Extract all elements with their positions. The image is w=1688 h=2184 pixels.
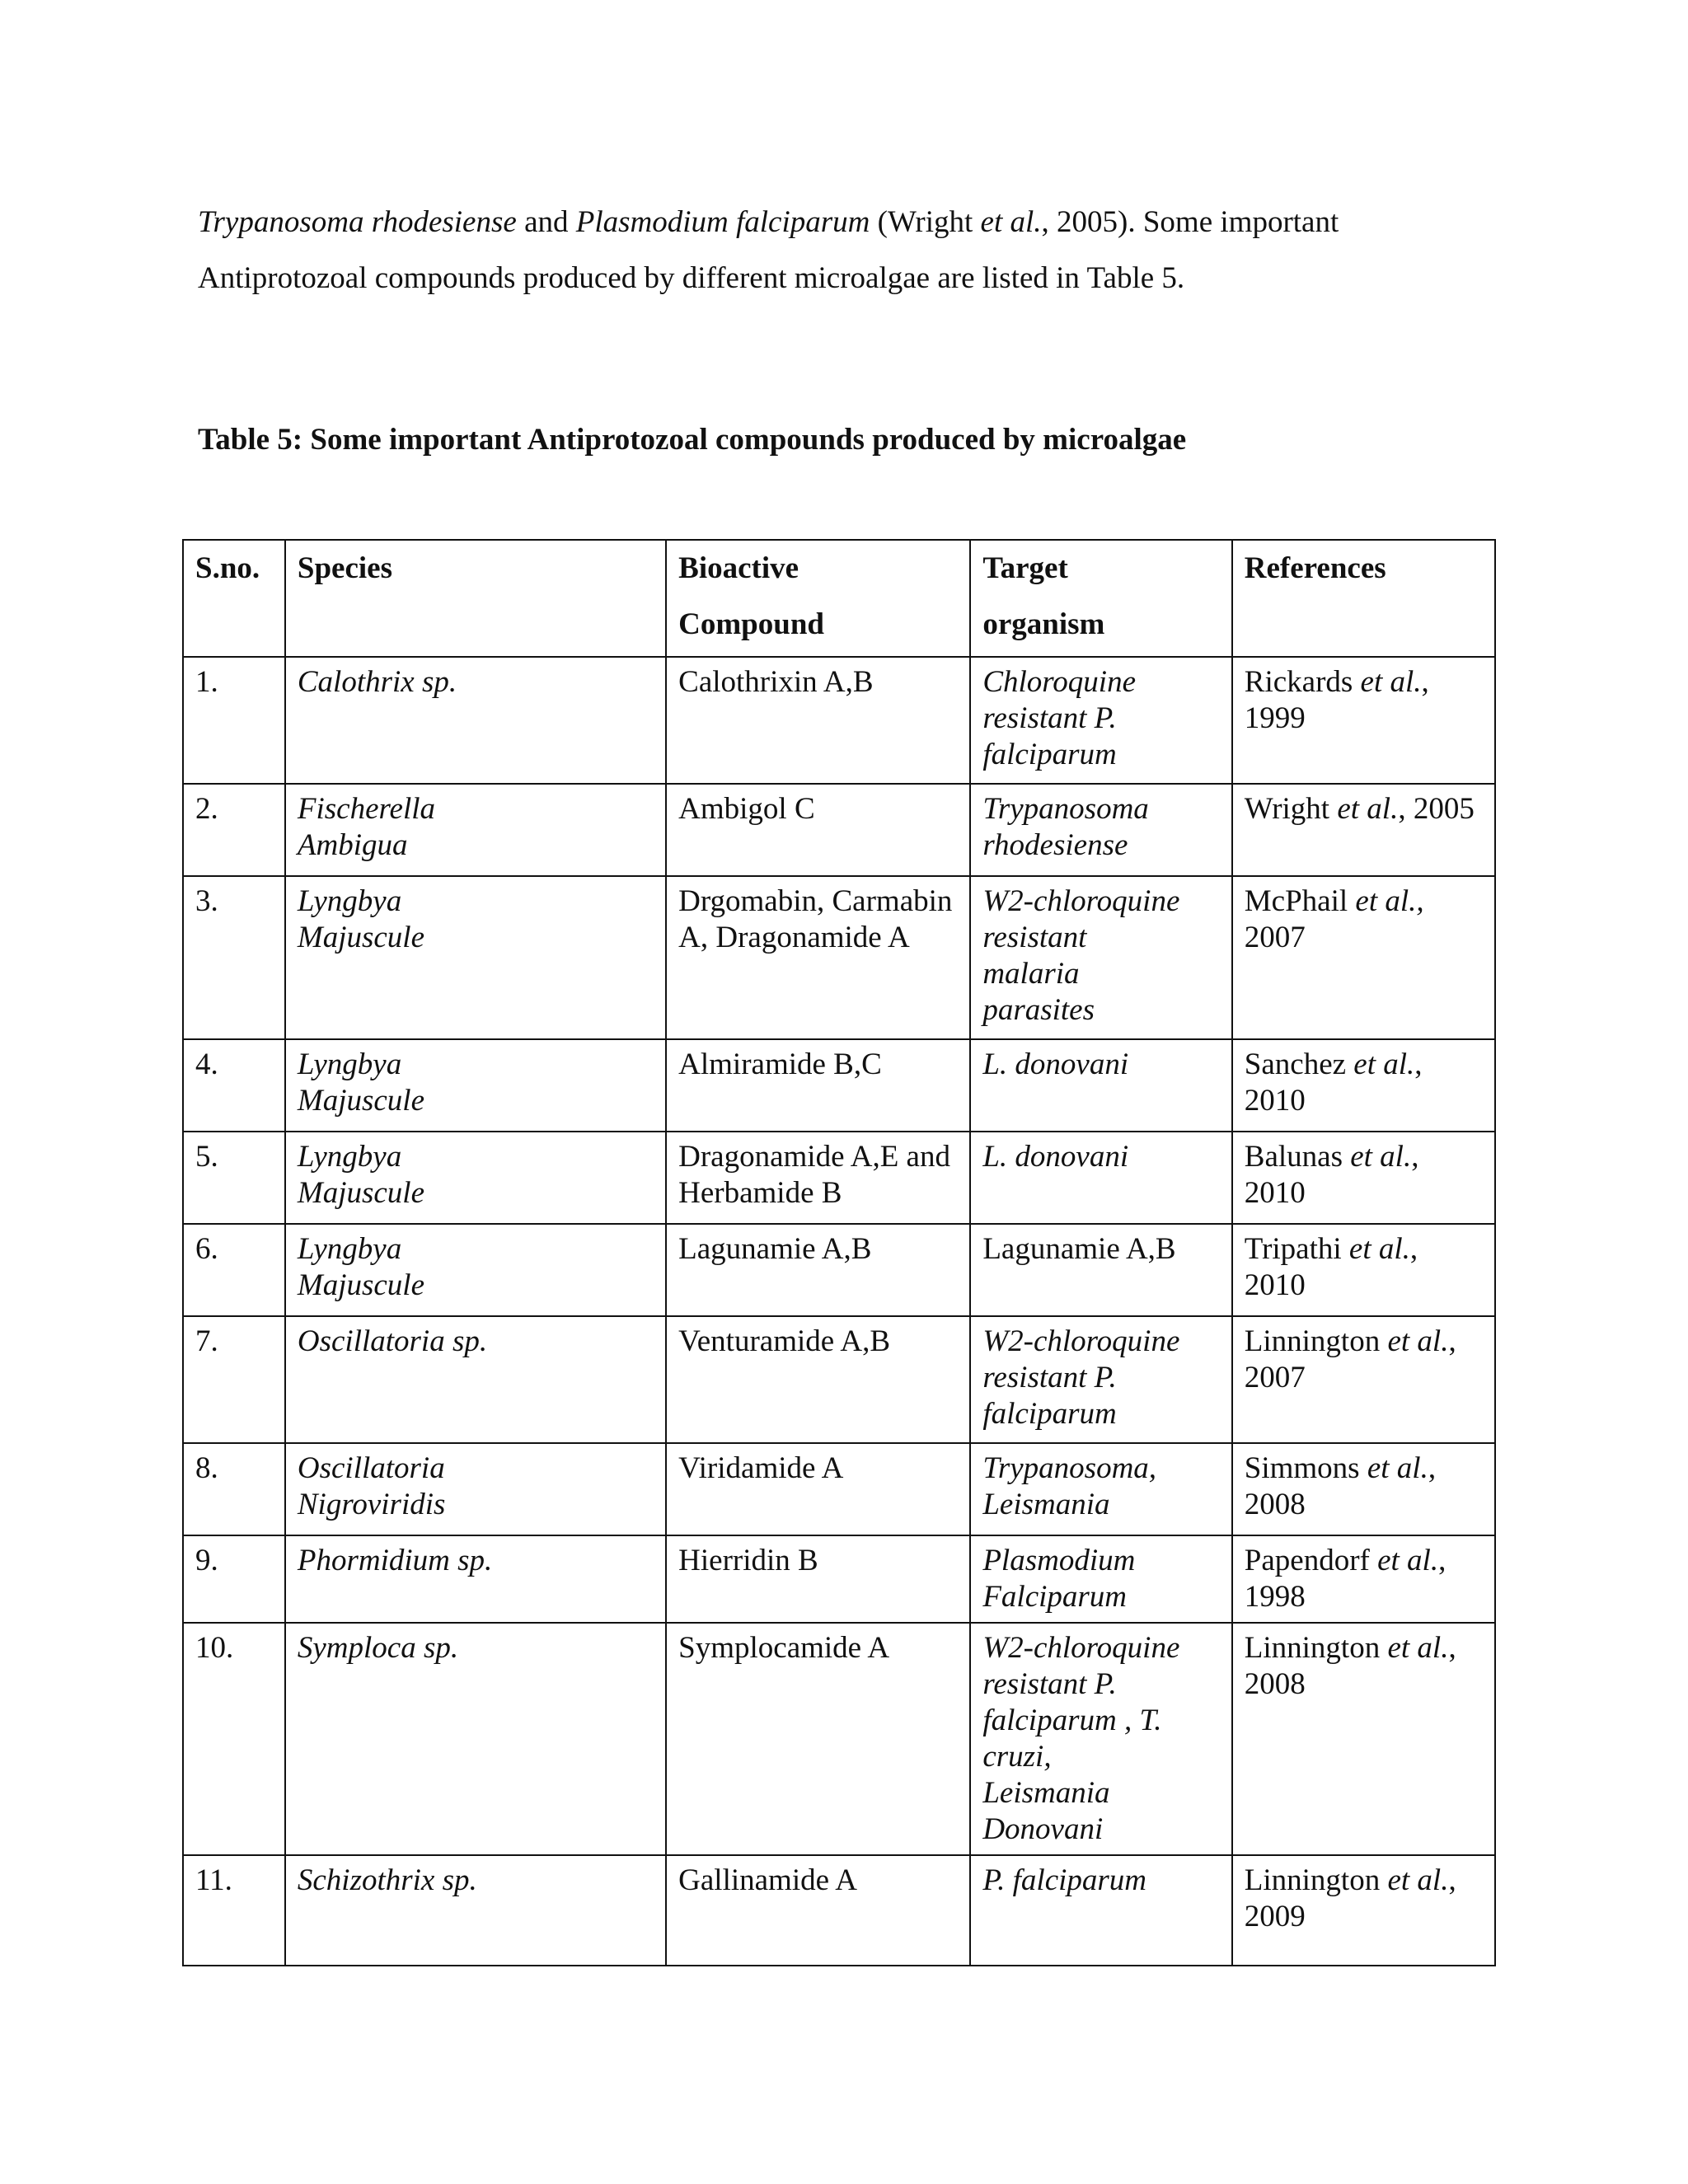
- header-species: Species: [285, 540, 666, 657]
- cell-species: Lyngbya Majuscule: [285, 1132, 666, 1224]
- cell-target: Trypanosoma, Leismania: [970, 1443, 1231, 1535]
- cell-species: Symploca sp.: [285, 1623, 666, 1855]
- cell-species: Oscillatoria sp.: [285, 1316, 666, 1443]
- cell-target: Lagunamie A,B: [970, 1224, 1231, 1316]
- cell-target: W2-chloroquine resistant malaria parasites: [970, 876, 1231, 1039]
- cell-reference: [1232, 1224, 1495, 1316]
- table-row: [183, 1535, 1495, 1623]
- header-references: References: [1232, 540, 1495, 657]
- ref-etal: et al.,: [1355, 884, 1424, 918]
- ref-etal: et al.: [1387, 1863, 1449, 1897]
- cell-sno: 1.: [183, 657, 285, 784]
- intro-and: and: [516, 205, 576, 239]
- cell-compound: Gallinamide A: [666, 1855, 970, 1966]
- intro-etal: et al.: [980, 205, 1042, 239]
- header-compound: [666, 540, 970, 657]
- cell-target: L. donovani: [970, 1132, 1231, 1224]
- cell-reference: [1232, 1855, 1495, 1966]
- ref-year: , 2008: [1244, 1451, 1437, 1521]
- header-sno: S.no.: [183, 540, 285, 657]
- cell-target: Chloroquine resistant P. falciparum: [970, 657, 1231, 784]
- ref-etal: et al.: [1353, 1047, 1415, 1081]
- ref-author: Papendorf: [1244, 1544, 1378, 1577]
- cell-reference: [1232, 1132, 1495, 1224]
- cell-reference: [1232, 784, 1495, 876]
- cell-species: Fischerella Ambigua: [285, 784, 666, 876]
- cell-sno: 9.: [183, 1535, 285, 1623]
- cell-reference: [1232, 1443, 1495, 1535]
- ref-author: Sanchez: [1244, 1047, 1354, 1081]
- header-compound-line-1: Bioactive: [678, 551, 799, 585]
- ref-year: , 2007: [1244, 1324, 1456, 1394]
- cell-species: Lyngbya Majuscule: [285, 1039, 666, 1132]
- header-target-line-2: organism: [982, 607, 1105, 641]
- cell-compound: Venturamide A,B: [666, 1316, 970, 1443]
- table-row: [183, 1132, 1495, 1224]
- header-target: [970, 540, 1231, 657]
- cell-compound: Calothrixin A,B: [666, 657, 970, 784]
- intro-line-1-rest: , 2005). Some important: [1041, 205, 1339, 239]
- intro-line-1: [198, 194, 1484, 251]
- cell-compound: Lagunamie A,B: [666, 1224, 970, 1316]
- ref-author: Balunas: [1244, 1140, 1351, 1174]
- cell-sno: 8.: [183, 1443, 285, 1535]
- table-row: [183, 1855, 1495, 1966]
- antiprotozoal-table: [182, 539, 1496, 1966]
- ref-etal: et al.: [1360, 665, 1422, 699]
- intro-line-2: Antiprotozoal compounds produced by different microalgae are listed in Table 5.: [198, 261, 1185, 295]
- cell-reference: [1232, 1535, 1495, 1623]
- ref-author: Tripathi: [1244, 1232, 1349, 1266]
- cell-sno: 2.: [183, 784, 285, 876]
- cell-target: W2-chloroquine resistant P. falciparum: [970, 1316, 1231, 1443]
- ref-year: , 2008: [1244, 1631, 1456, 1701]
- cell-reference: [1232, 1623, 1495, 1855]
- ref-year: 2007: [1244, 921, 1306, 954]
- table-header-row: [183, 540, 1495, 657]
- ref-etal: et al.: [1387, 1324, 1449, 1358]
- ref-etal: et al.: [1350, 1140, 1412, 1174]
- intro-species-1: Trypanosoma rhodesiense: [198, 205, 517, 239]
- cell-compound: Ambigol C: [666, 784, 970, 876]
- ref-year: , 2010: [1244, 1047, 1423, 1118]
- cell-sno: 6.: [183, 1224, 285, 1316]
- cell-species: Oscillatoria Nigroviridis: [285, 1443, 666, 1535]
- table-row: [183, 1623, 1495, 1855]
- cell-sno: 4.: [183, 1039, 285, 1132]
- cell-compound: Hierridin B: [666, 1535, 970, 1623]
- intro-paragraph: [198, 194, 1484, 307]
- cell-reference: [1232, 1039, 1495, 1132]
- cell-target: P. falciparum: [970, 1855, 1231, 1966]
- ref-author: Linnington: [1244, 1631, 1388, 1665]
- ref-author: McPhail: [1244, 884, 1356, 918]
- table-row: [183, 1039, 1495, 1132]
- ref-year: , 2010: [1244, 1232, 1418, 1302]
- ref-etal: et al.: [1367, 1451, 1428, 1485]
- cell-target: L. donovani: [970, 1039, 1231, 1132]
- ref-year: , 1998: [1244, 1544, 1447, 1614]
- cell-target: W2-chloroquine resistant P. falciparum , T. cruzi, Leismania Donovani: [970, 1623, 1231, 1855]
- table-row: [183, 657, 1495, 784]
- ref-author: Rickards: [1244, 665, 1361, 699]
- header-compound-line-2: Compound: [678, 607, 824, 641]
- cell-compound: Dragonamide A,E and Herbamide B: [666, 1132, 970, 1224]
- ref-author: Linnington: [1244, 1863, 1388, 1897]
- table-row: [183, 876, 1495, 1039]
- cell-compound: Drgomabin, Carmabin A, Dragonamide A: [666, 876, 970, 1039]
- ref-author: Simmons: [1244, 1451, 1367, 1485]
- table-caption: Table 5: Some important Antiprotozoal compounds produced by microalgae: [198, 423, 1187, 457]
- cell-species: Lyngbya Majuscule: [285, 876, 666, 1039]
- ref-etal: et al.: [1377, 1544, 1439, 1577]
- cell-sno: 3.: [183, 876, 285, 1039]
- cell-compound: Symplocamide A: [666, 1623, 970, 1855]
- ref-etal: et al.: [1337, 792, 1399, 826]
- cell-species: Calothrix sp.: [285, 657, 666, 784]
- cell-compound: Viridamide A: [666, 1443, 970, 1535]
- ref-year: , 1999: [1244, 665, 1429, 735]
- cell-sno: 11.: [183, 1855, 285, 1966]
- ref-etal: et al.: [1348, 1232, 1410, 1266]
- ref-year: , 2009: [1244, 1863, 1456, 1933]
- cell-reference: [1232, 657, 1495, 784]
- table-row: [183, 1443, 1495, 1535]
- cell-target: Trypanosoma rhodesiense: [970, 784, 1231, 876]
- cell-sno: 10.: [183, 1623, 285, 1855]
- cell-target: Plasmodium Falciparum: [970, 1535, 1231, 1623]
- ref-author: Linnington: [1244, 1324, 1388, 1358]
- intro-cite-open: (Wright: [870, 205, 981, 239]
- cell-sno: 7.: [183, 1316, 285, 1443]
- ref-year: , 2005: [1398, 792, 1475, 826]
- table-row: [183, 1316, 1495, 1443]
- cell-species: Schizothrix sp.: [285, 1855, 666, 1966]
- cell-reference: [1232, 876, 1495, 1039]
- intro-species-2: Plasmodium falciparum: [575, 205, 870, 239]
- ref-etal: et al.: [1387, 1631, 1449, 1665]
- table-row: [183, 1224, 1495, 1316]
- cell-compound: Almiramide B,C: [666, 1039, 970, 1132]
- header-target-line-1: Target: [982, 551, 1068, 585]
- ref-author: Wright: [1244, 792, 1338, 826]
- cell-species: Lyngbya Majuscule: [285, 1224, 666, 1316]
- ref-year: , 2010: [1244, 1140, 1419, 1210]
- table-row: [183, 784, 1495, 876]
- cell-reference: [1232, 1316, 1495, 1443]
- cell-species: Phormidium sp.: [285, 1535, 666, 1623]
- cell-sno: 5.: [183, 1132, 285, 1224]
